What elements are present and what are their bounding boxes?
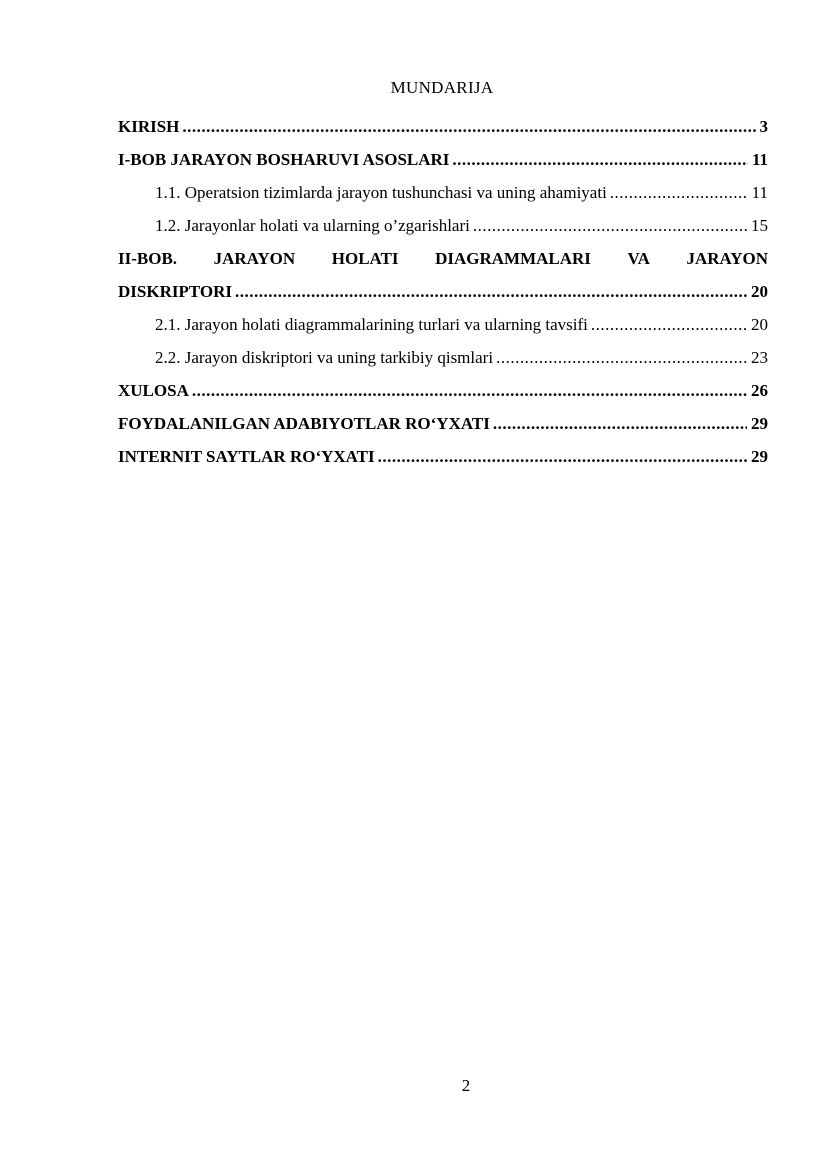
dot-leader <box>610 176 748 209</box>
heading-word: HOLATI <box>331 249 399 268</box>
toc-entry-label: XULOSA <box>118 381 189 400</box>
toc-entry-chapter-2-line-1[interactable] <box>118 242 768 275</box>
justified-heading-line <box>118 242 768 275</box>
toc-entry-xulosa[interactable] <box>118 374 768 407</box>
toc-entry-section-1-2[interactable] <box>118 209 768 242</box>
dot-leader <box>182 110 755 143</box>
dot-leader <box>496 341 747 374</box>
toc-entry-label: 2.2. Jarayon diskriptori va uning tarkibiy qismlari <box>155 348 494 367</box>
toc-entry-label: INTERNIT SAYTLAR ROʻYXATI <box>118 447 375 466</box>
heading-word: DIAGRAMMALARI <box>435 249 591 268</box>
dot-leader <box>452 143 748 176</box>
toc-entry-label: 1.2. Jarayonlar holati va ularning o’zgarishlari <box>155 216 470 235</box>
dot-leader <box>591 308 747 341</box>
heading-word: JARAYON <box>686 249 768 268</box>
dot-leader <box>235 275 747 308</box>
toc-title: MUNDARIJA <box>390 78 494 97</box>
toc-entry-page: 20 <box>751 282 768 301</box>
dot-leader <box>378 440 747 473</box>
toc-entry-page: 15 <box>751 216 768 235</box>
dot-leader <box>192 374 747 407</box>
toc-entry-label: 2.1. Jarayon holati diagrammalarining turlari va ularning tavsifi <box>155 315 588 334</box>
toc-entry-label: I-BOB JARAYON BOSHARUVI ASOSLARI <box>118 150 450 169</box>
toc-entry-chapter-1[interactable] <box>118 143 768 176</box>
toc-entry-page: 29 <box>751 447 768 466</box>
toc-entry-page: 29 <box>751 414 768 433</box>
heading-word: II-BOB. <box>118 249 178 268</box>
toc-entry-section-1-1[interactable] <box>118 176 768 209</box>
toc-entry-page: 11 <box>751 183 768 202</box>
toc-entry-page: 11 <box>751 150 768 169</box>
heading-word: JARAYON <box>213 249 296 268</box>
table-of-contents <box>118 110 768 473</box>
toc-entry-section-2-1[interactable] <box>118 308 768 341</box>
toc-entry-chapter-2-line-2[interactable] <box>118 275 768 308</box>
toc-entry-label: 1.1. Operatsion tizimlarda jarayon tushunchasi va uning ahamiyati <box>155 183 607 202</box>
toc-entry-label: DISKRIPTORI <box>118 282 232 301</box>
dot-leader <box>473 209 747 242</box>
toc-entry-internet-sites[interactable] <box>118 440 768 473</box>
toc-entry-page: 3 <box>759 117 768 136</box>
toc-entry-label: FOYDALANILGAN ADABIYOTLAR ROʻYXATI <box>118 414 490 433</box>
toc-entry-page: 20 <box>751 315 768 334</box>
toc-entry-kirish[interactable] <box>118 110 768 143</box>
toc-entry-page: 26 <box>751 381 768 400</box>
toc-entry-references[interactable] <box>118 407 768 440</box>
toc-entry-page: 23 <box>751 348 768 367</box>
toc-entry-label: KIRISH <box>118 117 180 136</box>
page-number: 2 <box>461 1076 471 1095</box>
heading-word: VA <box>627 249 650 268</box>
toc-entry-section-2-2[interactable] <box>118 341 768 374</box>
dot-leader <box>493 407 747 440</box>
